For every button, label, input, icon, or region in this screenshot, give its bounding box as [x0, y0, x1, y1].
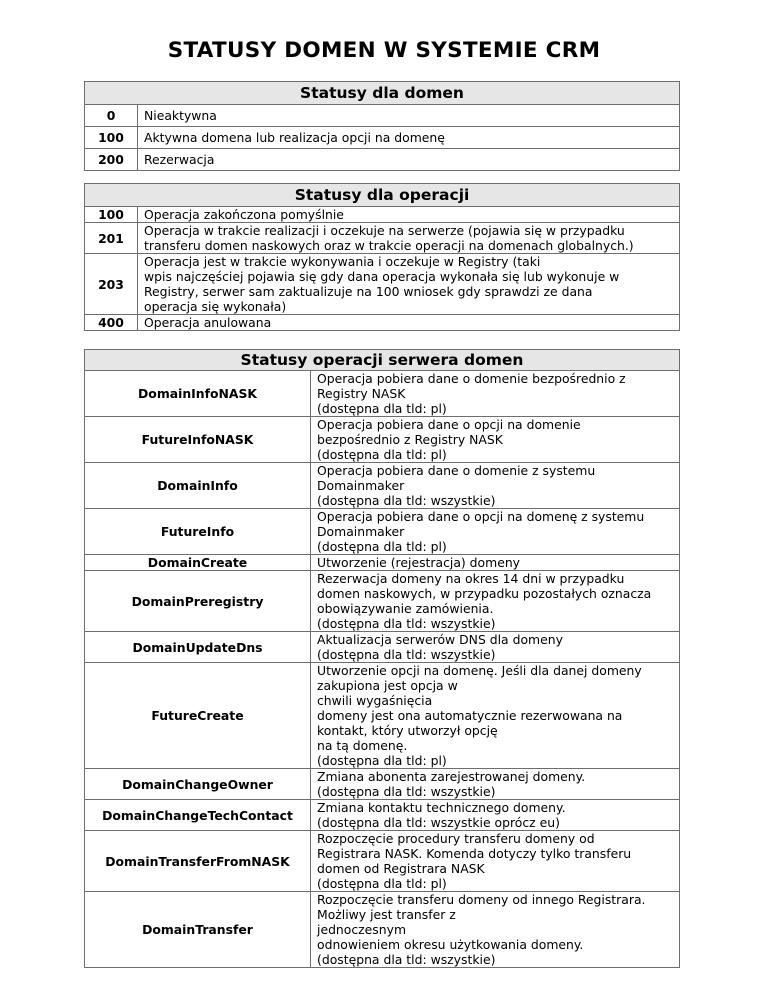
- operation-name: DomainCreate: [85, 555, 311, 571]
- operation-name: DomainPreregistry: [85, 571, 311, 632]
- table-row: [85, 555, 680, 571]
- table-heading: Statusy dla operacji: [85, 184, 680, 207]
- status-description: Rezerwacja: [138, 149, 680, 171]
- operation-name: DomainChangeTechContact: [85, 800, 311, 831]
- operation-description: Zmiana kontaktu technicznego domeny. (dostępna dla tld: wszystkie oprócz eu): [311, 800, 680, 831]
- operation-name: DomainInfoNASK: [85, 371, 311, 417]
- table-row: [85, 207, 680, 223]
- status-code: 200: [85, 149, 138, 171]
- table-row: [85, 315, 680, 331]
- status-description: Operacja zakończona pomyślnie: [138, 207, 680, 223]
- table-row: [85, 571, 680, 632]
- table-row: [85, 892, 680, 968]
- domain-statuses-table: [84, 81, 680, 171]
- table-row: [85, 149, 680, 171]
- operation-description: Rozpoczęcie transferu domeny od innego Registrara. Możliwy jest transfer z jednoczesnym odnowieniem okresu użytkowania domeny. (dostępna dla tld: wszystkie): [311, 892, 680, 968]
- operation-description: Operacja pobiera dane o opcji na domenę z systemu Domainmaker (dostępna dla tld: pl): [311, 509, 680, 555]
- operation-name: FutureCreate: [85, 663, 311, 769]
- status-code: 201: [85, 223, 138, 254]
- operation-description: Utworzenie (rejestracja) domeny: [311, 555, 680, 571]
- page-title: STATUSY DOMEN W SYSTEMIE CRM: [167, 38, 601, 63]
- operation-name: DomainUpdateDns: [85, 632, 311, 663]
- status-description: Operacja jest w trakcie wykonywania i oczekuje w Registry (taki wpis najczęściej pojawia się gdy dana operacja wykonała się lub wykonuje w Registry, serwer sam zaktualizuje na 100 wniosek gdy sprawdzi ze dana operacja się wykonała): [138, 254, 680, 315]
- table-row: [85, 417, 680, 463]
- operation-name: DomainTransferFromNASK: [85, 831, 311, 892]
- status-code: 100: [85, 207, 138, 223]
- table-heading: Statusy dla domen: [85, 82, 680, 105]
- operation-description: Aktualizacja serwerów DNS dla domeny (dostępna dla tld: wszystkie): [311, 632, 680, 663]
- operation-description: Operacja pobiera dane o opcji na domenie bezpośrednio z Registry NASK (dostępna dla tld: pl): [311, 417, 680, 463]
- operation-name: FutureInfoNASK: [85, 417, 311, 463]
- operation-description: Rezerwacja domeny na okres 14 dni w przypadku domen naskowych, w przypadku pozostałych oznacza obowiązywanie zamówienia. (dostępna dla tld: wszystkie): [311, 571, 680, 632]
- table-row: [85, 831, 680, 892]
- table-row: [85, 127, 680, 149]
- status-code: 400: [85, 315, 138, 331]
- operation-name: DomainTransfer: [85, 892, 311, 968]
- table-row: [85, 632, 680, 663]
- operation-description: Rozpoczęcie procedury transferu domeny od Registrara NASK. Komenda dotyczy tylko transferu domen od Registrara NASK (dostępna dla tld: pl): [311, 831, 680, 892]
- table-row: [85, 371, 680, 417]
- status-description: Nieaktywna: [138, 105, 680, 127]
- table-row: [85, 769, 680, 800]
- table-row: [85, 663, 680, 769]
- status-description: Operacja w trakcie realizacji i oczekuje na serwerze (pojawia się w przypadku transferu domen naskowych oraz w trakcie operacji na domenach globalnych.): [138, 223, 680, 254]
- server-operations-table: [84, 349, 680, 968]
- operation-description: Zmiana abonenta zarejestrowanej domeny. (dostępna dla tld: wszystkie): [311, 769, 680, 800]
- operation-name: FutureInfo: [85, 509, 311, 555]
- operation-description: Operacja pobiera dane o domenie bezpośrednio z Registry NASK (dostępna dla tld: pl): [311, 371, 680, 417]
- operation-description: Operacja pobiera dane o domenie z systemu Domainmaker (dostępna dla tld: wszystkie): [311, 463, 680, 509]
- table-row: [85, 254, 680, 315]
- table-row: [85, 223, 680, 254]
- status-description: Aktywna domena lub realizacja opcji na domenę: [138, 127, 680, 149]
- table-row: [85, 105, 680, 127]
- status-description: Operacja anulowana: [138, 315, 680, 331]
- status-code: 203: [85, 254, 138, 315]
- status-code: 0: [85, 105, 138, 127]
- operation-name: DomainChangeOwner: [85, 769, 311, 800]
- operation-statuses-table: [84, 183, 680, 331]
- operation-name: DomainInfo: [85, 463, 311, 509]
- status-code: 100: [85, 127, 138, 149]
- table-row: [85, 509, 680, 555]
- table-row: [85, 463, 680, 509]
- table-heading: Statusy operacji serwera domen: [85, 350, 680, 371]
- table-row: [85, 800, 680, 831]
- operation-description: Utworzenie opcji na domenę. Jeśli dla danej domeny zakupiona jest opcja w chwili wygaśnięcia domeny jest ona automatycznie rezerwowana na kontakt, który utworzył opcję na tą domenę. (dostępna dla tld: pl): [311, 663, 680, 769]
